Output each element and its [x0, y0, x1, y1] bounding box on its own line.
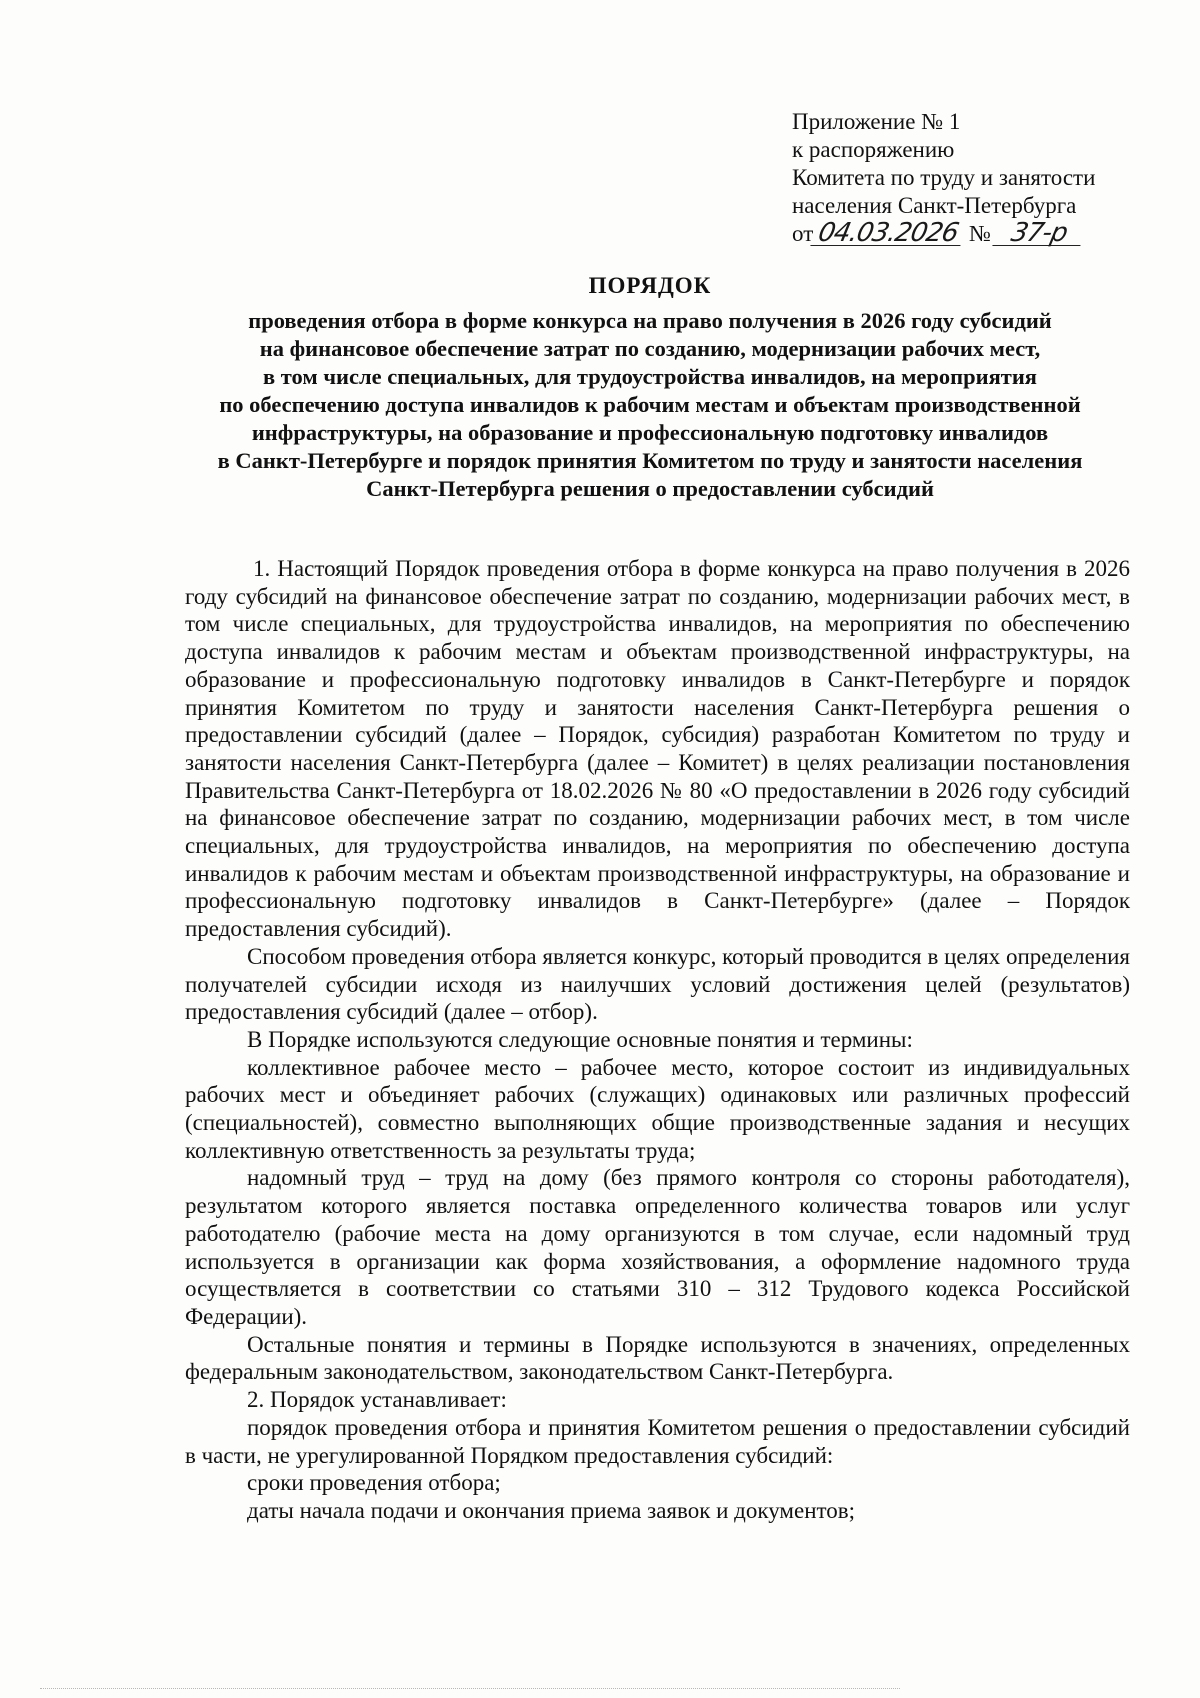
paragraph-procedure-item: порядок проведения отбора и принятия Комитетом решения о предоставлении субсидий в части, не урегулированной Порядком предоставления субсидий:	[185, 1414, 1130, 1468]
scan-edge-divider	[40, 1688, 900, 1689]
paragraph-terms-intro: В Порядке используются следующие основные понятия и термины:	[247, 1026, 913, 1052]
attachment-line-2: к распоряжению	[792, 137, 955, 162]
document-body	[185, 555, 1130, 1525]
attachment-date-line	[792, 220, 1132, 248]
paragraph-clause-1: 1. Настоящий Порядок проведения отбора в форме конкурса на право получения в 2026 году субсидий на финансовое обеспечение затрат по созданию, модернизации рабочих мест, в том числе специальных, для трудоустройства инвалидов, на мероприятия по обеспечению доступа инвалидов к рабочим местам и объектам производственной инфраструктуры, на образование и профессиональную подготовку инвалидов в Санкт-Петербурге и порядок принятия Комитетом по труду и занятости населения Санкт-Петербурга решения о предоставлении субсидий (далее – Порядок, субсидия) разработан Комитетом по труду и занятости населения Санкт-Петербурга (далее – Комитет) в целях реализации постановления Правительства Санкт-Петербурга от 18.02.2026 № 80 «О предоставлении в 2026 году субсидий на финансовое обеспечение затрат по созданию, модернизации рабочих мест, в том числе специальных, для трудоустройства инвалидов, на мероприятия по обеспечению доступа инвалидов к рабочим местам и объектам производственной инфраструктуры, на образование и профессиональную подготовку инвалидов в Санкт-Петербурге» (далее – Порядок предоставления субсидий).	[185, 556, 1130, 942]
attachment-line-3: Комитета по труду и занятости	[792, 165, 1096, 190]
number-prefix: №	[969, 221, 991, 246]
subtitle-line: Санкт-Петербурга решения о предоставлении субсидий	[366, 476, 934, 501]
handwritten-date: 04.03.2026	[811, 221, 966, 246]
attachment-line-1: Приложение № 1	[792, 109, 961, 134]
paragraph-selection-method: Способом проведения отбора является конкурс, который проводится в целях определения получателей субсидии исходя из наилучших условий достижения целей (результатов) предоставления субсидий (далее – отбор).	[185, 943, 1130, 1025]
handwritten-number: 37-р	[992, 221, 1085, 246]
paragraph-deadlines-item: сроки проведения отбора;	[247, 1470, 501, 1496]
document-title: ПОРЯДОК	[588, 273, 712, 298]
paragraph-term-collective-workplace: коллективное рабочее место – рабочее место, которое состоит из индивидуальных рабочих мест и объединяет рабочих (служащих) одинаковых или различных профессий (специальностей), совместно выполняющих общие производственные задания и несущих коллективную ответственность за результаты труда;	[185, 1054, 1130, 1163]
subtitle-line: инфраструктуры, на образование и профессиональную подготовку инвалидов	[251, 420, 1049, 445]
paragraph-clause-2: 2. Порядок устанавливает:	[247, 1387, 507, 1413]
subtitle-line: на финансовое обеспечение затрат по созданию, модернизации рабочих мест,	[259, 336, 1041, 361]
paragraph-term-home-work: надомный труд – труд на дому (без прямого контроля со стороны работодателя), результатом которого является поставка определенного количества товаров или услуг работодателю (рабочие места на дому организуются в том случае, если надомный труд используется в организации как форма хозяйствования, а оформление надомного труда осуществляется в соответствии со статьями 310 – 312 Трудового кодекса Российской Федерации).	[185, 1165, 1130, 1329]
paragraph-other-terms: Остальные понятия и термины в Порядке используются в значениях, определенных федеральным законодательством, законодательством Санкт-Петербурга.	[185, 1331, 1130, 1385]
attachment-line-4: населения Санкт-Петербурга	[792, 193, 1077, 218]
subtitle-line: в Санкт-Петербурге и порядок принятия Комитетом по труду и занятости населения	[217, 448, 1083, 473]
document-subtitle	[170, 307, 1130, 503]
subtitle-line: по обеспечению доступа инвалидов к рабочим местам и объектам производственной	[219, 392, 1081, 417]
subtitle-line: в том числе специальных, для трудоустройства инвалидов, на мероприятия	[263, 364, 1037, 389]
subtitle-line: проведения отбора в форме конкурса на право получения в 2026 году субсидий	[248, 308, 1052, 333]
date-prefix: от	[792, 221, 814, 246]
attachment-block	[792, 108, 1132, 248]
paragraph-dates-item: даты начала подачи и окончания приема заявок и документов;	[247, 1497, 855, 1523]
